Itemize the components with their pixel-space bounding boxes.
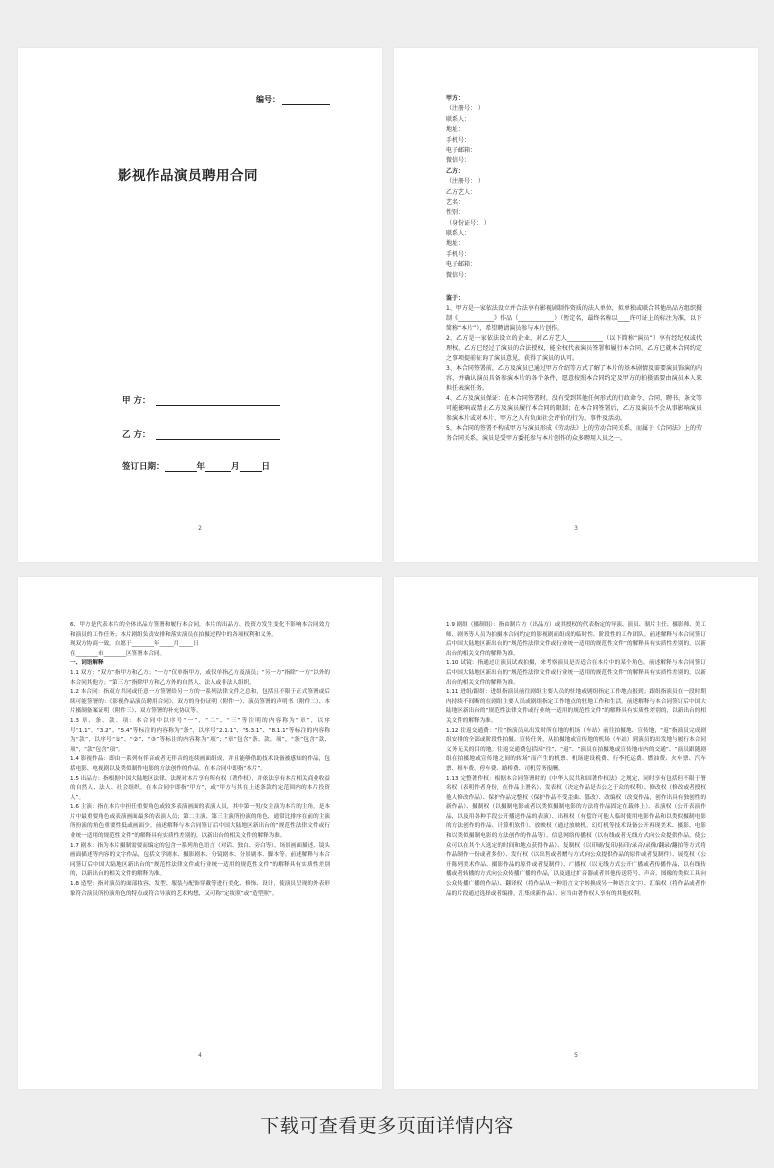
day-blank xyxy=(240,471,262,472)
contract-page-cover xyxy=(18,48,382,562)
text-line: 1.12 往返交通费：“往”指演员从出发时所在地的机场（车站）前往拍摄地、宣传地，“返”指演员完成剧组安排的全部或阶段性拍摄、宣传任务，从拍摄地或宣传地的机场（车站）到演员的出发地与履行本合同义务无关的目的地。往返交通费包括因“往”、“返”、“演员在拍摄地或宣传地市内的交通”、“演员跟随剧组在拍摄地或宣传地之间的转场”而产生的机票、机场建设税费、行李托运费、燃油费、火车票、汽车票、租车费、停车费、路桥费、司机劳务报酬。 xyxy=(446,727,706,772)
download-more-caption[interactable]: 下载可查看更多页面详情内容 xyxy=(260,1115,514,1137)
serial-number-field xyxy=(256,94,330,105)
text-line: （注册号： ） xyxy=(446,178,484,186)
section-gap xyxy=(446,281,702,294)
text-line: 1.6 主演：指在本片中担任重要角色或较多表演画面的表演人员，其中第一男/女主演为本片的主角，是本片中最重要角色或表演画面最多的表演人员；第二主演、第三主演所扮演的角色，通常比排序在前的主演所扮演的角色重要性低或画面少。前述解释与本合同签订后中国大陆地区新出台的“规范性法律文件或行业统一适用的规范性文件”的解释具有实质性差别的，以新出台的相关文件的解释为准。 xyxy=(70,804,330,840)
section-heading: 甲方： xyxy=(446,95,465,102)
text-line: 6、甲方是代表本片的全体出品方签署和履行本合同，本片的出品方、投资方发生变化不影响本合同效力和演员的工作任务；本片剧组负责安排和落实演员在拍摄过程中的各项权利和义务。 xyxy=(70,622,330,638)
text-line: 1.8 造型：指对演员的面部妆容、发型、服装与配饰穿戴等进行美化、修饰、设计，使演员呈现的外表形象符合演员所扮演角色的特点或符合导演的艺术构想，又可称“定妆照”或“造型照”。 xyxy=(70,881,330,897)
text-line: 1.11 进组/跟组：进组指演员前往剧组主要人员的驻地或剧组指定工作地点报到；跟组指演员在一段时期内持续不间断的在剧组主要人员或剧组指定工作地点的驻地工作和生活。前述解释与本合同签订后中国大陆地区新出台的“规范性法律文件或行业统一适用的规范性文件”的解释具有实质性差别的，以新出台的相关文件的解释为准。 xyxy=(446,689,706,724)
text-line: 5、本合同的签署不构成甲方与演员形成《劳动法》上的劳动合同关系，而属于《合同法》上的劳务合同关系，演员是受甲方委托参与本片创作的众多聘用人员之一。 xyxy=(446,425,702,443)
day-label: 日 xyxy=(261,462,271,472)
party-a-blank xyxy=(156,405,280,406)
contract-page-definitions-2 xyxy=(394,577,758,1089)
text-line: 1.13 完整著作权：根据本合同签署时的《中华人民共和国著作权法》之规定，同时享有包括但不限于署名权（表明作者身份，在作品上署名）、发表权（决定作品是否公之于众的权利）、修改权（修改或者授权他人修改作品）、保护作品完整权（保护作品不受歪曲、篡改）、改编权（改变作品，创作出具有独创性的新作品）、摄制权（以摄制电影或者以类似摄制电影的方法将作品固定在载体上）、表演权（公开表演作品，以及用各种手段公开播送作品的表演）、出租权（有偿许可他人临时使用电影作品和以类似摄制电影的方法创作的作品、计算机软件）、放映权（通过放映机、幻灯机等技术设备公开再现美术、摄影、电影和以类似摄制电影的方法创作的作品等）、信息网络传播权（以有线或者无线方式向公众提供作品，使公众可以在其个人选定的时间和地点获得作品）、复制权（以印刷/复印/拓印/录音/录像/翻录/翻拍等方式将作品制作一份或者多份）、发行权（以出售或者赠与方式向公众提供作品的原件或者复制件）、展览权（公开陈列美术作品、摄影作品的原件或者复制件）、广播权（以无线方式公开广播或者传播作品，以有线传播或者转播的方式向公众传播广播的作品，以及通过扩音器或者其他传送符号、声音、图像的类似工具向公众传播广播的作品）、翻译权（将作品从一种语言文字转换成另一种语言文字）、汇编权（将作品或者作品的片段通过选择或者编排，汇集成新作品）、应当由著作权人享有的其他权利。 xyxy=(446,775,706,897)
text-line: （注册号： ） xyxy=(446,105,484,113)
text-line: 在________市________区签署本合同。 xyxy=(70,650,166,657)
text-line: 1.5 出品方：指根据中国大陆地区法律、法规对本片享有所有权（著作权），并依法享有本片相关商业收益的自然人、法人、社会组织。在本合同中即指“甲方”，或“甲方与其在上述条款约定范围内的本片投资人”。 xyxy=(70,775,330,801)
text-line: 艺名： xyxy=(446,198,465,206)
year-blank xyxy=(165,471,197,472)
parties-and-recitals xyxy=(446,94,702,445)
text-line: 1.2 本合同：指双方共同或任意一方签署给另一方的一系列法律文件之总和，包括且不限于正式签署或后续可能签署的：《影视作品演员聘用合同》、双方的身份证明（附件一）、演员签署的声明书（附件二）、本片摄制备案证明（附件三）、双方签署的补充协议等。 xyxy=(70,689,330,715)
section-heading: 乙方： xyxy=(446,167,465,175)
text-line: 4、乙方及演员保证：在本合同签署时，没有受到其他任何形式的行政命令、合同、聘书、条文等可能影响或禁止乙方及演员履行本合同的限制；在本合同签署后，乙方及演员不会从事影响演员参演本片或对本片、甲方之人有负面社会评价的行为、事件及活动。 xyxy=(446,395,702,422)
party-b-signature-line xyxy=(122,428,280,440)
text-line: 手机号： xyxy=(446,250,471,258)
text-line: 地址： xyxy=(446,126,465,134)
text-line: 联系人： xyxy=(446,230,471,238)
text-line: 1、甲方是一家依法设立并合法享有影视剧制作资质的法人单位，拟单独或联合其他出品方组织摄制《____________》作品（____________）（暂定名，最终名称以____许可证上的标注为准，以下简称“本片”），希望聘请演员参与本片创作。 xyxy=(446,305,702,333)
text-line: 性别： xyxy=(446,209,465,217)
text-line: 微信号： xyxy=(446,271,471,279)
party-a-label: 甲 方： xyxy=(122,396,151,406)
text-line: 1.9 剧组（摄制组）：指由制片方（出品方）或其授权的代表指定的导演、演员、制片主任、摄影师、美工师、剧务等人员为拍摄本合同约定的影视剧而组成的临时性、阶段性的工作团队。前述解释与本合同签订后中国大陆地区新出台的“规范性法律文件或行业统一适用的规范性文件”的解释具有实质性差别的，以新出台的相关文件的解释为准。 xyxy=(446,622,706,657)
party-a-signature-line xyxy=(122,394,280,406)
text-line: （身份证号： ） xyxy=(446,219,490,227)
text-line: 乙方艺人： xyxy=(446,188,477,196)
party-b-blank xyxy=(156,439,280,440)
definitions-text xyxy=(446,621,706,899)
text-line: 现双方协商一致，自愿于________年_____月_____日 xyxy=(70,641,199,648)
page-number: 4 xyxy=(198,1052,202,1059)
definitions-text xyxy=(70,621,330,899)
section-heading: 鉴于： xyxy=(446,295,465,303)
text-line: 1.4 影视作品：即由一系列有伴音或者无伴音的连续画面组成，并且能够借助技术设备被感知的作品，包括电影、电视剧以及类似制作电影的方法创作的作品。在本合同中即指“本片”。 xyxy=(70,756,330,772)
text-line: 手机号： xyxy=(446,136,471,144)
month-blank xyxy=(205,471,231,472)
text-line: 3、本合同签署前，乙方及演员已通过甲方介绍等方式了解了本片的基本剧情及需要演员饰演的内容，并确认演员具备参演本片的各个条件，愿意按照本合同约定及甲方的拍摄需要由演员本人来担任表演任务。 xyxy=(446,365,702,392)
signing-date-label: 签订日期： xyxy=(122,462,165,472)
text-line: 2、乙方是一家依法设立的企业，对乙方艺人____________（以下简称“演员”）享有经纪权或代理权。乙方已经过了演员的合法授权，能全权代表演员签署和履行本合同，乙方已就本合同约定之事项提前征询了演员意见，获得了演员的认可。 xyxy=(446,335,702,362)
text-line: 微信号： xyxy=(446,157,471,165)
page-number: 5 xyxy=(574,1052,578,1059)
section-heading: 一、词语解释 xyxy=(70,660,104,667)
serial-number-label: 编号： xyxy=(256,95,280,104)
text-line: 1.10 试镜：指通过让演员试戏拍摄，来考察演员是否适合在本片中的某个角色。前述解释与本合同签订后中国大陆地区新出台的“规范性法律文件或行业统一适用的规范性文件”的解释具有实质性差别的，以新出台的相关文件的解释为准。 xyxy=(446,660,706,686)
year-label: 年 xyxy=(196,462,206,472)
text-line: 联系人： xyxy=(446,115,471,123)
month-label: 月 xyxy=(231,462,240,472)
contract-title: 影视作品演员聘用合同 xyxy=(118,168,258,184)
contract-page-definitions-1 xyxy=(18,577,382,1089)
text-line: 1.3 章、条、款、项：本合同中以序号“一”、“二”、“三”等注明的内容称为“章”，以序号“1.1”、“3.2”、“5.4”等标注的内容称为“条”，以序号“2.1.1”、“5.3.1”、“8.1.1”等标注的内容称为“款”，以序号“①”、“②”、“③”等标注的内容称为“项”；“章”包含“条、款、项”，“条”包含“款、项”，“款”包含“项”。 xyxy=(70,717,330,753)
text-line: 电子邮箱： xyxy=(446,261,477,269)
contract-page-parties xyxy=(394,48,758,562)
signing-date-line xyxy=(122,460,270,472)
serial-number-blank xyxy=(282,104,330,105)
text-line: 1.1 双方：“双方”指甲方和乙方；“一方”仅单指甲方，或仅单指乙方及演员；“另一方”指除“一方”以外的本合同其他方；“第三方”指除甲方和乙方外的自然人、法人或非法人组织。 xyxy=(70,669,330,686)
text-line: 电子邮箱： xyxy=(446,146,477,154)
text-line: 地址： xyxy=(446,240,465,248)
text-line: 1.7 剧本：指为本片摄制需要而编定的包含一系列角色语言（对话、独白、旁白等）、场景画面描述、镜头画面描述等内容的文字作品，包括文学剧本、摄影剧本、分镜剧本、分景剧本、脚本等。前述解释与本合同签订后中国大陆地区新出台的“规范性法律文件或行业统一适用的规范性文件”的解释具有实质性差别的，以新出台的相关文件的解释为准。 xyxy=(70,842,330,878)
page-number: 2 xyxy=(198,525,202,532)
party-b-label: 乙 方： xyxy=(122,430,151,440)
page-number: 3 xyxy=(574,525,578,532)
